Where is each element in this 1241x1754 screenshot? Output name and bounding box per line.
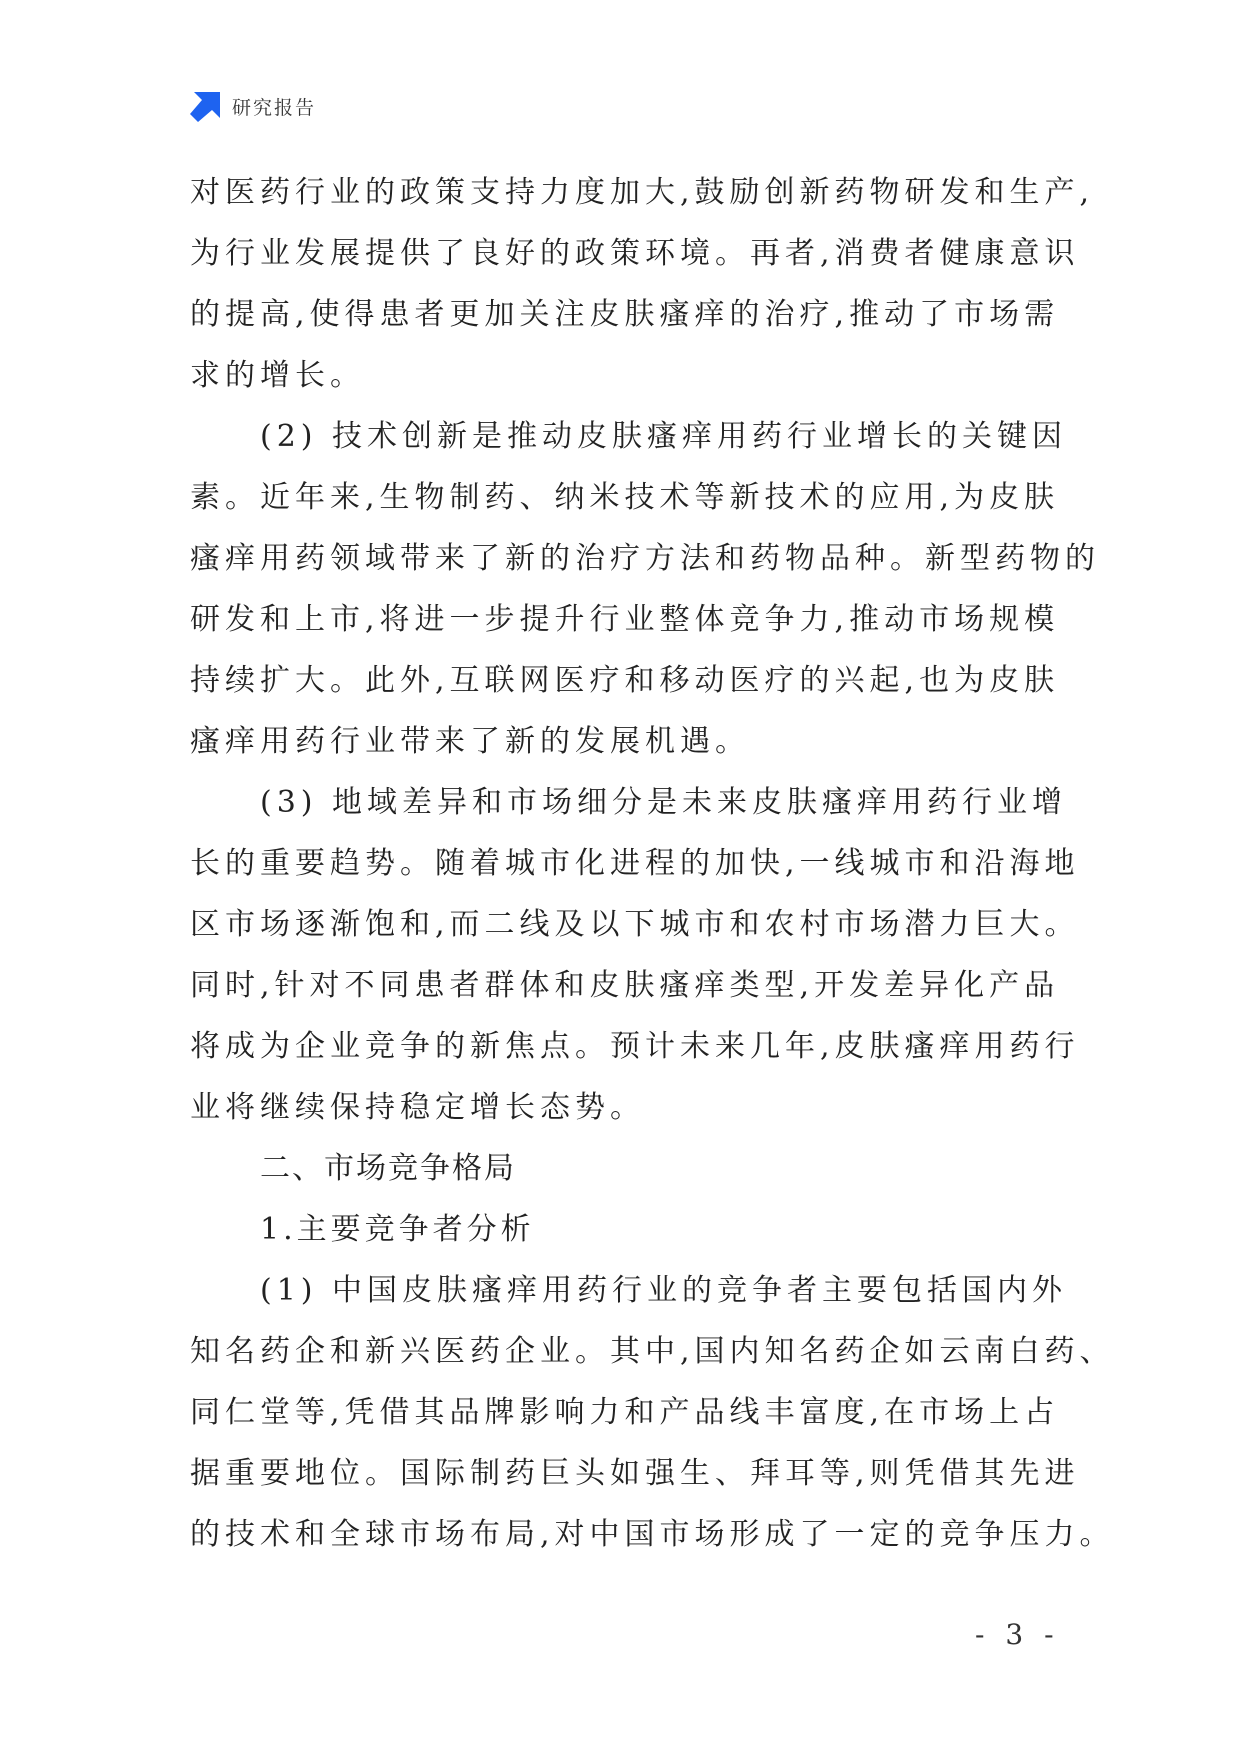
document-body: [190, 162, 1115, 1565]
paragraph-line: (1) 中国皮肤瘙痒用药行业的竞争者主要包括国内外: [260, 1273, 1068, 1308]
paragraph-line: 的提高,使得患者更加关注皮肤瘙痒的治疗,推动了市场需: [190, 297, 1060, 332]
paragraph-line: 瘙痒用药行业带来了新的发展机遇。: [190, 724, 750, 759]
paragraph-line: 长的重要趋势。随着城市化进程的加快,一线城市和沿海地: [190, 846, 1080, 881]
paragraph-line: 同时,针对不同患者群体和皮肤瘙痒类型,开发差异化产品: [190, 968, 1060, 1003]
paragraph-line: (3) 地域差异和市场细分是未来皮肤瘙痒用药行业增: [260, 785, 1068, 820]
paragraph-line: 研发和上市,将进一步提升行业整体竞争力,推动市场规模: [190, 602, 1060, 637]
paragraph-line: 的技术和全球市场布局,对中国市场形成了一定的竞争压力。: [190, 1517, 1115, 1552]
paragraph-line: 同仁堂等,凭借其品牌影响力和产品线丰富度,在市场上占: [190, 1395, 1060, 1430]
arrow-up-right-logo-icon: [190, 90, 222, 122]
paragraph-line: (2) 技术创新是推动皮肤瘙痒用药行业增长的关键因: [260, 419, 1068, 454]
paragraph-line: 区市场逐渐饱和,而二线及以下城市和农村市场潜力巨大。: [190, 907, 1080, 942]
paragraph-line: 为行业发展提供了良好的政策环境。再者,消费者健康意识: [190, 236, 1080, 271]
subsection-heading: 1.主要竞争者分析: [260, 1212, 535, 1247]
paragraph-line: 求的增长。: [190, 358, 365, 393]
paragraph-line: 瘙痒用药领域带来了新的治疗方法和药物品种。新型药物的: [190, 541, 1100, 576]
paragraph-line: 对医药行业的政策支持力度加大,鼓励创新药物研发和生产,: [190, 175, 1095, 210]
paragraph-line: 据重要地位。国际制药巨头如强生、拜耳等,则凭借其先进: [190, 1456, 1080, 1491]
header-title: 研究报告: [232, 96, 317, 119]
page-number: - 3 -: [975, 1618, 1060, 1651]
paragraph-line: 素。近年来,生物制药、纳米技术等新技术的应用,为皮肤: [190, 480, 1060, 515]
paragraph-line: 业将继续保持稳定增长态势。: [190, 1090, 645, 1125]
paragraph-line: 持续扩大。此外,互联网医疗和移动医疗的兴起,也为皮肤: [190, 663, 1060, 698]
paragraph-line: 知名药企和新兴医药企业。其中,国内知名药企如云南白药、: [190, 1334, 1115, 1369]
report-header: [190, 88, 316, 124]
section-heading: 二、市场竞争格局: [260, 1151, 516, 1186]
paragraph-line: 将成为企业竞争的新焦点。预计未来几年,皮肤瘙痒用药行: [190, 1029, 1080, 1064]
